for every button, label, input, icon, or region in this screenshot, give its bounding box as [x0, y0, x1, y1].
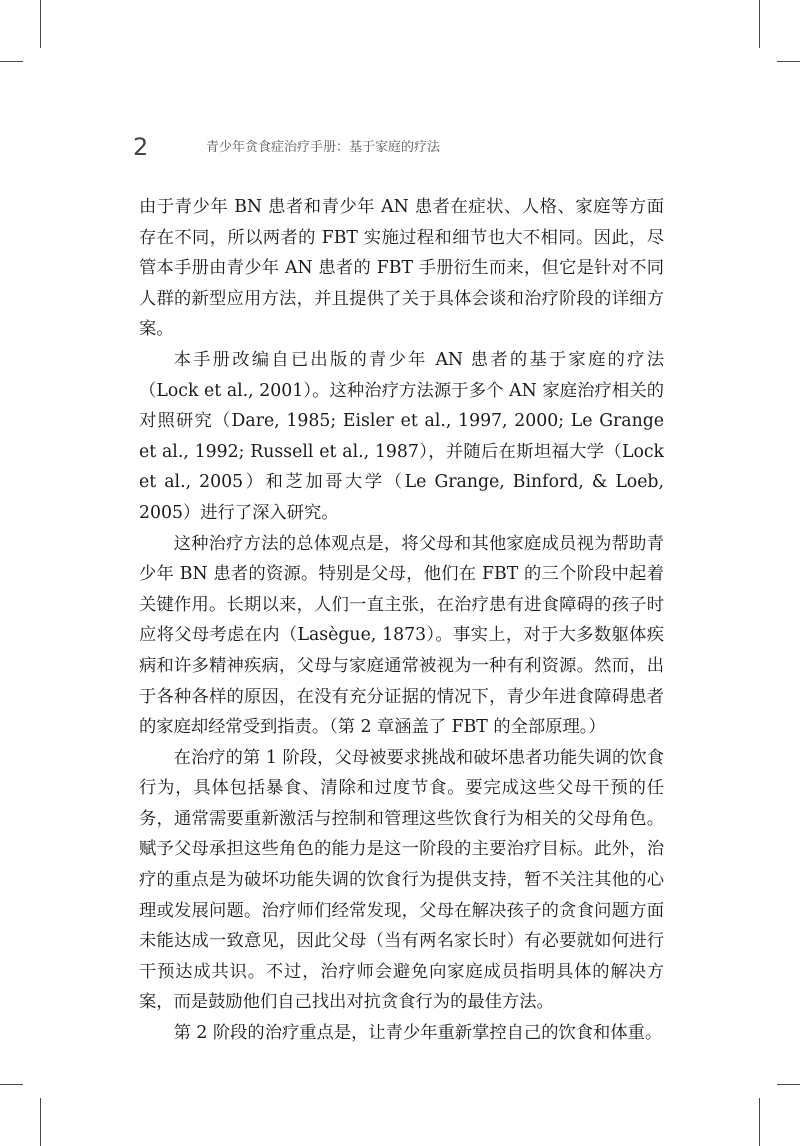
paragraph: 本手册改编自已出版的青少年 AN 患者的基于家庭的疗法（Lock et al., 2001）。这种治疗方法源于多个 AN 家庭治疗相关的对照研究（Dare, 1985; Eisler et al., 1997, 2000; Le Grange et al., 1992; Russell et al., 1987），并随后在斯坦福大学（Lock et al., 2005）和芝加哥大学（Le Grange, Binford, & Loeb, 2005）进行了深入研究。: [139, 349, 664, 523]
paragraph: 在治疗的第 1 阶段，父母被要求挑战和破坏患者功能失调的饮食行为，具体包括暴食、清除和过度节食。要完成这些父母干预的任务，通常需要重新激活与控制和管理这些饮食行为相关的父母角色。赋予父母承担这些角色的能力是这一阶段的主要治疗目标。此外，治疗的重点是为破坏功能失调的饮食行为提供支持，暂不关注其他的心理或发展问题。治疗师们经常发现，父母在解决孩子的贪食问题方面未能达成一致意见，因此父母（当有两名家长时）有必要就如何进行干预达成共识。不过，治疗师会避免向家庭成员指明具体的解决方案，而是鼓励他们自己找出对抗贪食行为的最佳方法。: [139, 747, 664, 1013]
paragraph: 由于青少年 BN 患者和青少年 AN 患者在症状、人格、家庭等方面存在不同，所以两者的 FBT 实施过程和细节也大不相同。因此，尽管本手册由青少年 AN 患者的 FBT 手册衍生而来，但它是针对不同人群的新型应用方法，并且提供了关于具体会谈和治疗阶段的详细方案。: [139, 197, 664, 340]
body-text: [139, 192, 664, 1049]
page-number: 2: [133, 133, 149, 161]
crop-mark: [40, 1098, 41, 1146]
crop-mark: [0, 1084, 23, 1085]
paragraph: 这种治疗方法的总体观点是，将父母和其他家庭成员视为帮助青少年 BN 患者的资源。特别是父母，他们在 FBT 的三个阶段中起着关键作用。长期以来，人们一直主张，在治疗患有进食障碍的孩子时应将父母考虑在内（Lasègue, 1873）。事实上，对于大多数躯体疾病和许多精神疾病，父母与家庭通常被视为一种有利资源。然而，出于各种各样的原因，在没有充分证据的情况下，青少年进食障碍患者的家庭却经常受到指责。（第 2 章涵盖了 FBT 的全部原理。）: [139, 533, 664, 738]
page-header: [0, 0, 800, 170]
crop-mark: [777, 1084, 800, 1085]
paragraph: 第 2 阶段的治疗重点是，让青少年重新掌控自己的饮食和体重。: [173, 1023, 663, 1044]
running-title: 青少年贪食症治疗手册：基于家庭的疗法: [206, 140, 441, 155]
crop-mark: [759, 1098, 760, 1146]
